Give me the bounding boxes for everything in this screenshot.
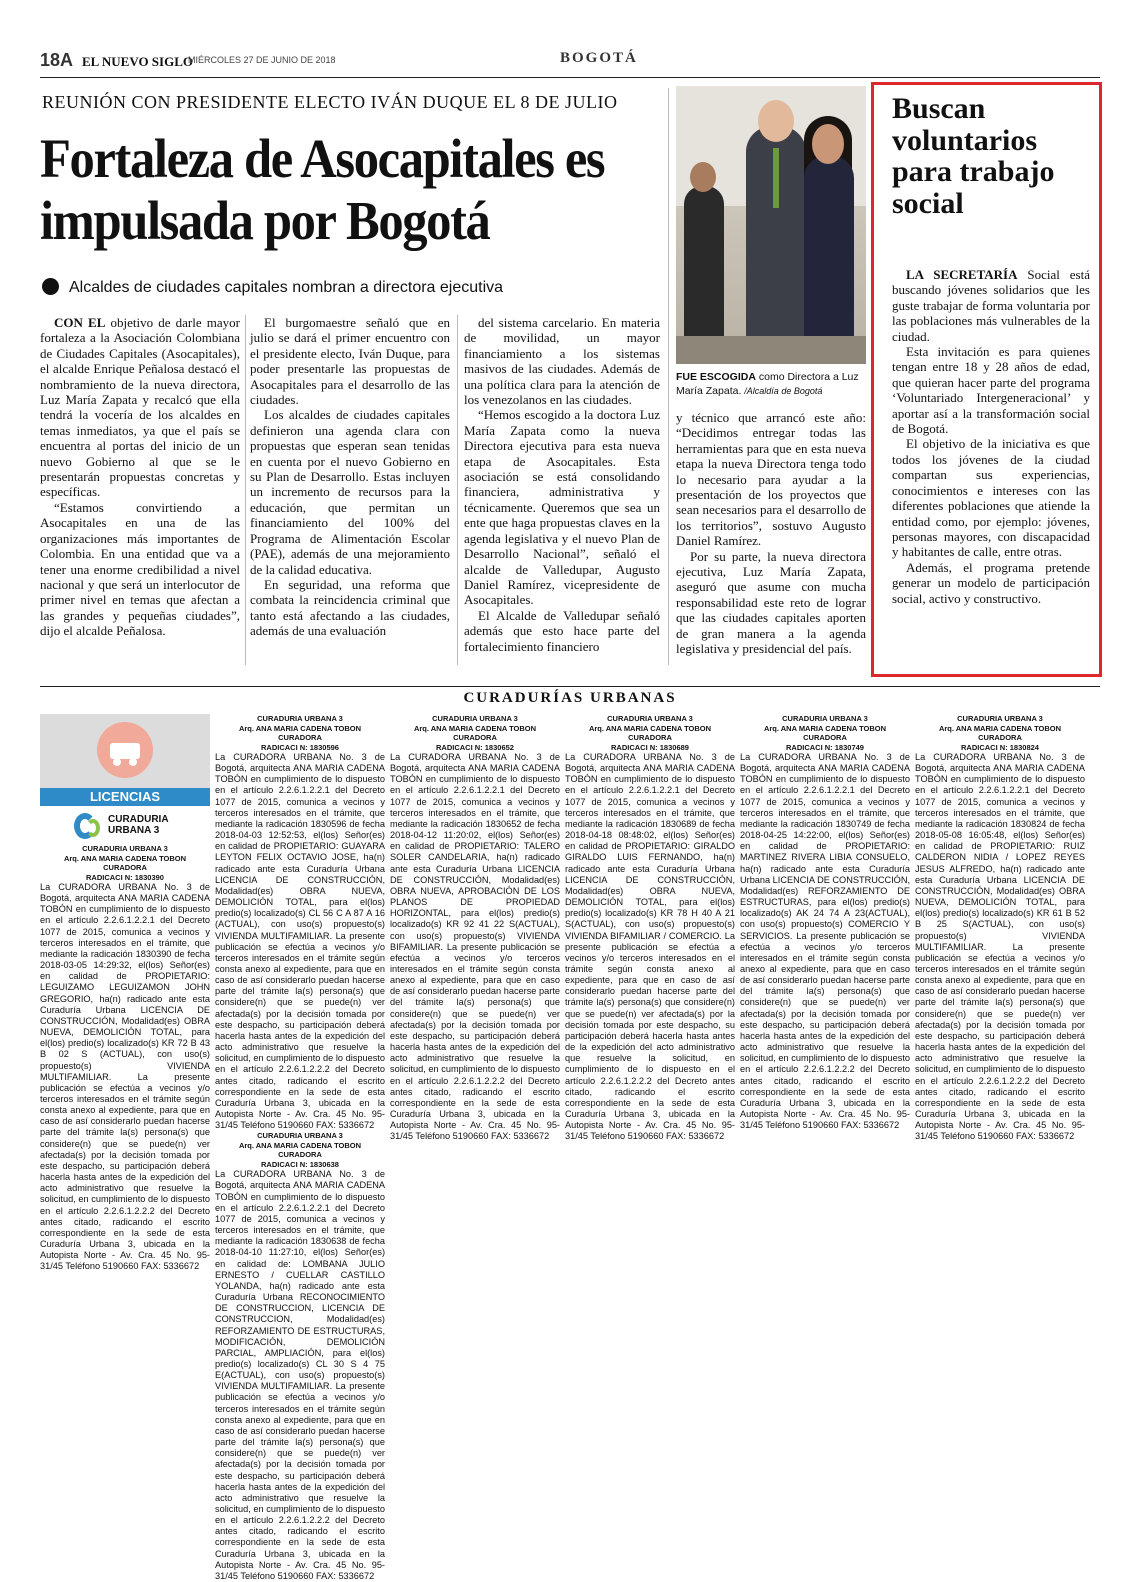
- notice-radicado: RADICACI N: 1830824: [961, 742, 1039, 752]
- page-number: 18A: [40, 50, 74, 70]
- notice-column: [915, 714, 1085, 1142]
- notice-office: CURADURIA URBANA 3: [82, 844, 168, 853]
- sidebar-paragraph: Además, el programa pretende generar un modelo de participación social, activo y constructivo.: [892, 559, 1090, 606]
- notice-column: [40, 844, 210, 1344]
- notice-office: CURADURIA URBANA 3: [957, 714, 1043, 723]
- notice-role: CURADORA: [278, 733, 322, 742]
- notice-architect: Arq. ANA MARIA CADENA TOBON: [763, 723, 887, 733]
- article-paragraph: El burgomaestre señaló que en julio se dará el primer encuentro con el presidente electo, Iván Duque, para poder presentarle las propuestas de Asocapitales para el desarrollo de las ciudades.: [250, 315, 450, 408]
- notice-office: CURADURIA URBANA 3: [432, 714, 518, 723]
- notice-body: La CURADORA URBANA No. 3 de Bogotá, arquitecta ANA MARIA CADENA TOBÓN en cumplimiento de lo dispuesto en el artículo 2.2.6.1.2.2.1 del Decreto 1077 de 2015, comunica a vecinos y terceros interesados en el trámite, que mediante la radicación 1830596 de fecha 2018-04-03 12:52:53, el(los) Señor(es) en calidad de PROPIETARIO: GUAYARA LEYTON FELIX OCTAVIO JOSE, ha(n) radicado ante esta Curaduría Urbana LICENCIA DE CONSTRUCCIÓN, Modalidad(es) OBRA NUEVA, DEMOLICIÓN TOTAL, para el(los) predio(s) localizado(s) CL 56 C A 87 A 16 (ACTUAL), con uso(s) propuesto(s) VIVIENDA MULTIFAMILIAR. La presente publicación se efectúa a vecinos y/o terceros interesados en el trámite según consta anexo al expediente, para que en caso de así considerarlo puedan hacerse parte del trámite la(s) persona(s) que considere(n) que se puede(n) ver afectada(s) por la decisión tomada por este despacho, su participación deberá hacerla hasta antes de la expedición del acto administrativo que resuelve la solicitud, en cumplimiento de lo dispuesto en el artículo 2.2.6.1.2.2.2 del Decreto antes citado, radicando el escrito correspondiente en la sede de esta Curaduría Urbana 3, ubicada en la Autopista Norte - Av. Cra. 45 No. 95-31/45 Teléfono 5190660 FAX: 5336672: [215, 752, 385, 1131]
- notice-column: [565, 714, 735, 1346]
- notice-architect: Arq. ANA MARIA CADENA TOBON: [413, 723, 537, 733]
- article-column-1: [40, 315, 240, 670]
- notice-radicado: RADICACI N: 1830638: [261, 1159, 339, 1169]
- notice-office: CURADURIA URBANA 3: [257, 714, 343, 723]
- notice-role: CURADORA: [978, 733, 1022, 742]
- sidebar-paragraph: El objetivo de la iniciativa es que todos los jóvenes de la ciudad compartan sus experiencias, conocimientos e intereses con las diferentes poblaciones que atiende la entidad como, por ejemplo: jóvenes, personas mayores, con discapacidad y habitantes de calle, entre otras.: [892, 436, 1090, 560]
- photo-caption: [676, 370, 866, 398]
- notice-radicado: RADICACI N: 1830689: [611, 742, 689, 752]
- notice-body: La CURADORA URBANA No. 3 de Bogotá, arquitecta ANA MARIA CADENA TOBÓN en cumplimiento de lo dispuesto en el artículo 2.2.6.1.2.2.1 del Decreto 1077 de 2015, comunica a vecinos y terceros interesados en el trámite, que mediante la radicación 1830824 de fecha 2018-05-08 16:05:48, el(los) Señor(es) en calidad de PROPIETARIO: RUIZ CALDERON NIDIA / LOPEZ REYES JESUS ALFREDO, ha(n) radicado ante esta Curaduría Urbana LICENCIA DE CONSTRUCCIÓN, Modalidad(es) OBRA NUEVA, DEMOLICIÓN TOTAL, para el(los) predio(s) localizado(s) KR 61 B 52 B 25 S(ACTUAL), con uso(s) propuesto(s) VIVIENDA MULTIFAMILIAR. La presente publicación se efectúa a vecinos y/o terceros interesados en el trámite según consta anexo al expediente, para que en caso de así considerarlo puedan hacerse parte del trámite la(s) persona(s) que considere(n) que se puede(n) ver afectada(s) por la decisión tomada por este despacho, su participación deberá hacerla hasta antes de la expedición del acto administrativo que resuelve la solicitud, en cumplimiento de lo dispuesto en el artículo 2.2.6.1.2.2.2 del Decreto antes citado, radicando el escrito correspondiente en la sede de esta Curaduría Urbana 3, ubicada en la Autopista Norte - Av. Cra. 45 No. 95-31/45 Teléfono 5190660 FAX: 5336672: [915, 752, 1085, 1142]
- paragraph-text: Social está buscando jóvenes solidarios que les guste trabajar de forma voluntaria por las poblaciones más vulnerables de la ciudad.: [892, 267, 1090, 344]
- lead-in: LA SECRETARÍA: [906, 267, 1018, 282]
- page-header: [40, 50, 1100, 78]
- notice-body: La CURADORA URBANA No. 3 de Bogotá, arquitecta ANA MARIA CADENA TOBÓN en cumplimiento de lo dispuesto en el artículo 2.2.6.1.2.2.1 del Decreto 1077 de 2015, comunica a vecinos y terceros interesados en el trámite, que mediante la radicación 1830638 de fecha 2018-04-10 11:27:10, el(los) Señor(es) en calidad de: LOMBANA JULIO ERNESTO / CUELLAR CASTILLO YOLANDA, ha(n) radicado ante esta Curaduría Urbana RECONOCIMIENTO DE CONSTRUCCION, LICENCIA DE CONSTRUCCION, Modalidad(es) REFORZAMIENTO DE ESTRUCTURAS, MODIFICACIÓN, DEMOLICIÓN PARCIAL, AMPLIACIÓN, para el(los) predio(s) localizado(s) CL 30 S 4 75 E(ACTUAL), con uso(s) propuesto(s) VIVIENDA MULTIFAMILIAR. La presente publicación se efectúa a vecinos y/o terceros interesados en el trámite según consta anexo al expediente, para que en caso de así considerarlo puedan hacerse parte del trámite la(s) persona(s) que considere(n) que se puede(n) ver afectada(s) por la decisión tomada por este despacho, su participación deberá hacerla hasta antes de la expedición del acto administrativo que resuelve la solicitud, en cumplimiento de lo dispuesto en el artículo 2.2.6.1.2.2.2 del Decreto antes citado, radicando el escrito correspondiente en la sede de esta Curaduría Urbana 3, ubicada en la Autopista Norte - Av. Cra. 45 No. 95-31/45 Teléfono 5190660 FAX: 5336672: [215, 1169, 385, 1581]
- curaduria-logo-icon: [74, 813, 104, 841]
- article-paragraph: Por su parte, la nueva directora ejecutiva, Luz María Zapata, aseguró que asume con mucha responsabilidad este reto de lograr que las ciudades capitales aporten de gran manera a la agenda legislativa y presidencial del país.: [676, 548, 866, 657]
- notice-column: [740, 714, 910, 1346]
- article-column-2: [250, 315, 450, 670]
- article-paragraph: En seguridad, una reforma que combata la reincidencia criminal que tanto está afectando a las ciudades, además de una evaluación: [250, 576, 450, 639]
- section-name: BOGOTÁ: [560, 50, 638, 66]
- column-divider: [668, 88, 669, 665]
- notice-architect: Arq. ANA MARIA CADENA TOBON: [238, 1140, 362, 1150]
- issue-date: MIÉRCOLES 27 DE JUNIO DE 2018: [188, 55, 336, 65]
- column-divider: [245, 315, 246, 665]
- article-headline: Fortaleza de Asocapitales es impulsada por Bogotá: [40, 128, 605, 251]
- sidebar-paragraph: [892, 267, 1090, 344]
- cement-truck-icon: [97, 722, 153, 778]
- newspaper-brand: EL NUEVO SIGLO: [82, 54, 193, 69]
- article-column-3: [464, 315, 660, 670]
- sidebar-paragraph: Esta invitación es para quienes tengan entre 18 y 28 años de edad, que quieran hacer parte del programa ‘Voluntariado Intergeneracional’ y aportar así a la transformación social de Bogotá.: [892, 344, 1090, 437]
- notice-office: CURADURIA URBANA 3: [782, 714, 868, 723]
- notice-radicado: RADICACI N: 1830749: [786, 742, 864, 752]
- notice-column: [215, 714, 385, 1581]
- legal-notice: [740, 714, 910, 1131]
- notice-office: CURADURIA URBANA 3: [257, 1131, 343, 1141]
- caption-text: como Directora a Luz María Zapata.: [676, 371, 859, 397]
- legal-notice: [915, 714, 1085, 1142]
- notice-radicado: RADICACI N: 1830652: [436, 742, 514, 752]
- notice-body: La CURADORA URBANA No. 3 de Bogotá, arquitecta ANA MARIA CADENA TOBÓN en cumplimiento de lo dispuesto en el artículo 2.2.6.1.2.2.1 del Decreto 1077 de 2015, comunica a vecinos y terceros interesados en el trámite, que mediante la radicación 1830652 de fecha 2018-04-12 11:20:02, el(los) Señor(es) en calidad de PROPIETARIO: TALERO SOLER CANDELARIA, ha(n) radicado ante esta Curaduría Urbana LICENCIA DE CONSTRUCCIÓN, Modalidad(es) OBRA NUEVA, APROBACIÓN DE LOS PLANOS DE PROPIEDAD HORIZONTAL, para el(los) predio(s) localizado(s) KR 92 41 22 S(ACTUAL), con uso(s) propuesto(s) VIVIENDA BIFAMILIAR. La presente publicación se efectúa a vecinos y/o terceros interesados en el trámite según consta anexo al expediente, para que en caso de así considerarlo puedan hacerse parte del trámite la(s) persona(s) que considere(n) que se puede(n) ver afectada(s) por la decisión tomada por este despacho, su participación deberá hacerla hasta antes de la expedición del acto administrativo que resuelve la solicitud, en cumplimiento de lo dispuesto en el artículo 2.2.6.1.2.2.2 del Decreto antes citado, radicando el escrito correspondiente en la sede de esta Curaduría Urbana 3, ubicada en la Autopista Norte - Av. Cra. 45 No. 95-31/45 Teléfono 5190660 FAX: 5336672: [390, 752, 560, 1142]
- notice-body: La CURADORA URBANA No. 3 de Bogotá, arquitecta ANA MARIA CADENA TOBÓN en cumplimiento de lo dispuesto en el artículo 2.2.6.1.2.2.1 del Decreto 1077 de 2015, comunica a vecinos y terceros interesados en el trámite, que mediante la radicación 1830689 de fecha 2018-04-18 08:48:02, el(los) Señor(es) en calidad de PROPIETARIO: GIRALDO GIRALDO LUIS FERNANDO, ha(n) radicado ante esta Curaduría Urbana LICENCIA DE CONSTRUCCIÓN, Modalidad(es) OBRA NUEVA, DEMOLICIÓN TOTAL, para el(los) predio(s) localizado(s) KR 78 H 40 A 21 S(ACTUAL), con uso(s) propuesto(s) VIVIENDA BIFAMILIAR / COMERCIO. La presente publicación se efectúa a vecinos y/o terceros interesados en el trámite según consta anexo al expediente, para que en caso de así considerarlo puedan hacerse parte del trámite la(s) persona(s) que considere(n) que se puede(n) ver afectada(s) por la decisión tomada por este despacho, su participación deberá hacerla hasta antes de la expedición del acto administrativo que resuelve la solicitud, en cumplimiento de lo dispuesto en el artículo 2.2.6.1.2.2.2 del Decreto antes citado, radicando el escrito correspondiente en la sede de esta Curaduría Urbana 3, ubicada en la Autopista Norte - Av. Cra. 45 No. 95-31/45 Teléfono 5190660 FAX: 5336672: [565, 752, 735, 1142]
- article-subhead: [42, 278, 503, 297]
- legal-notice: [565, 714, 735, 1142]
- bullet-icon: [42, 278, 59, 295]
- notice-radicado: RADICACI N: 1830390: [86, 872, 164, 882]
- article-photo: [676, 86, 866, 364]
- article-paragraph: El Alcalde de Valledupar señaló además que esto hace parte del fortalecimiento financiero: [464, 607, 660, 654]
- article-paragraph: Los alcaldes de ciudades capitales definieron una agenda clara con propuestas que esperan sean tenidas en cuenta por el nuevo Gobierno en su Plan de Desarrollo. Estas incluyen un incremento de recursos para la educación, que permitan un financiamiento del 100% del Programa de Alimentación Escolar (PAE), además de una mejoramiento de la calidad educativa.: [250, 407, 450, 577]
- article-paragraph: [40, 315, 240, 500]
- legal-notice: [40, 844, 210, 1272]
- notice-role: CURADORA: [803, 733, 847, 742]
- notice-architect: Arq. ANA MARIA CADENA TOBON: [63, 853, 187, 863]
- notice-column: [390, 714, 560, 1346]
- notice-body: La CURADORA URBANA No. 3 de Bogotá, arquitecta ANA MARIA CADENA TOBÓN en cumplimiento de lo dispuesto en el artículo 2.2.6.1.2.2.1 del Decreto 1077 de 2015, comunica a vecinos y terceros interesados en el trámite, que mediante la radicación 1830390 de fecha 2018-03-05 14:29:32, el(los) Señor(es) en calidad de PROPIETARIO: LEGUIZAMO LEGUIZAMON JOHN GREGORIO, ha(n) radicado ante esta Curaduría Urbana LICENCIA DE CONSTRUCCIÓN, Modalidad(es) OBRA NUEVA, DEMOLICIÓN TOTAL, para el(los) predio(s) localizado(s) KR 72 B 43 B 02 S (ACTUAL), con uso(s) propuesto(s) VIVIENDA MULTIFAMILIAR. La presente publicación se efectúa a vecinos y/o terceros interesados en el trámite según consta anexo al expediente, para que en caso de así considerarlo puedan hacerse parte del trámite la(s) persona(s) que considere(n) que se puede(n) ver afectada(s) por la decisión tomada por este despacho, su participación deberá hacerla hasta antes de la expedición del acto administrativo que resuelve la solicitud, en cumplimiento de lo dispuesto en el artículo 2.2.6.1.2.2.2 del Decreto antes citado, radicando el escrito correspondiente en la sede de esta Curaduría Urbana 3, ubicada en la Autopista Norte - Av. Cra. 45 No. 95-31/45 Teléfono 5190660 FAX: 5336672: [40, 882, 210, 1272]
- curadurias-title: CURADURÍAS URBANAS: [463, 690, 677, 706]
- sidebar-box: [871, 82, 1102, 677]
- notice-role: CURADORA: [103, 863, 147, 872]
- article-paragraph: “Hemos escogido a la doctora Luz María Zapata como la nueva Directora ejecutiva para esta nueva etapa de Asocapitales. Esta asociación se está consolidando financiera, administrativa y técnicamente. Queremos que sea un ente que haga propuestas claves en la agenda legislativa y el nuevo Plan de Desarrollo Nacional”, señaló el alcalde de Valledupar, Augusto Daniel Ramírez, vicepresidente de Asocapitales.: [464, 407, 660, 608]
- article-paragraph: del sistema carcelario. En materia de movilidad, un mayor financiamiento a los sistemas masivos de las ciudades. Además de una política clara para la atención de los venezolanos en las ciudades.: [464, 315, 660, 408]
- notice-role: CURADORA: [278, 1150, 322, 1160]
- column-divider: [457, 315, 458, 665]
- caption-bold: FUE ESCOGIDA: [676, 371, 756, 383]
- lead-in: CON EL: [54, 315, 106, 330]
- subhead-text: Alcaldes de ciudades capitales nombran a directora ejecutiva: [69, 279, 504, 296]
- legal-notice: [215, 714, 385, 1131]
- notice-role: CURADORA: [453, 733, 497, 742]
- notice-body: La CURADORA URBANA No. 3 de Bogotá, arquitecta ANA MARIA CADENA TOBÓN en cumplimiento de lo dispuesto en el artículo 2.2.6.1.2.2.1 del Decreto 1077 de 2015, comunica a vecinos y terceros interesados en el trámite, que mediante la radicación 1830749 de fecha 2018-04-25 14:22:00, el(los) Señor(es) en calidad de PROPIETARIO: MARTINEZ RIVERA LIBIA CONSUELO, ha(n) radicado ante esta Curaduría Urbana LICENCIA DE CONSTRUCCIÓN, Modalidad(es) REFORZAMIENTO DE ESTRUCTURAS, para el(los) predio(s) localizado(s) AK 24 74 A 23(ACTUAL), con uso(s) propuesto(s) COMERCIO Y SERVICIOS. La presente publicación se efectúa a vecinos y/o terceros interesados en el trámite según consta anexo al expediente, para que en caso de así considerarlo puedan hacerse parte del trámite la(s) persona(s) que considere(n) que se puede(n) ver afectada(s) por la decisión tomada por este despacho, su participación deberá hacerla hasta antes de la expedición del acto administrativo que resuelve la solicitud, en cumplimiento de lo dispuesto en el artículo 2.2.6.1.2.2.2 del Decreto antes citado, radicando el escrito correspondiente en la sede de esta Curaduría Urbana 3, ubicada en la Autopista Norte - Av. Cra. 45 No. 95-31/45 Teléfono 5190660 FAX: 5336672: [740, 752, 911, 1131]
- article-kicker: REUNIÓN CON PRESIDENTE ELECTO IVÁN DUQUE EL 8 DE JULIO: [42, 92, 618, 112]
- curaduria-logo-text: CURADURIA URBANA 3: [108, 814, 169, 836]
- article-paragraph: y técnico que arrancó este año: “Decidimos entregar todas las herramientas para que en esta nueva etapa la nueva Directora tenga todo lo necesario para ayudar a la presentación de los proyectos que sean necesarios para el desarrollo de los territorios”, sostuvo Augusto Daniel Ramírez.: [676, 410, 866, 549]
- sidebar-title: Buscan voluntarios para trabajo social: [892, 92, 1055, 220]
- curadurias-heading: [40, 686, 1100, 707]
- legal-notice: [215, 1131, 385, 1582]
- notice-radicado: RADICACI N: 1830596: [261, 742, 339, 752]
- notice-office: CURADURIA URBANA 3: [607, 714, 693, 723]
- notice-architect: Arq. ANA MARIA CADENA TOBON: [938, 723, 1062, 733]
- licencias-label: LICENCIAS: [40, 788, 210, 806]
- article-column-4: [676, 410, 866, 670]
- paragraph-text: objetivo de darle mayor fortaleza a la Asociación Colombiana de Ciudades Capitales (Asocapitales), el alcalde Enrique Peñalosa destacó el nombramiento de la nueva directora, Luz María Zapata y recalcó que ella tendrá la vocería de los alcaldes en temas inmediatos, ya que el país se encuentra al portas del inicio de un nuevo Gobierno al que se le presentarán propuestas concretas y específicas.: [40, 315, 240, 500]
- notice-architect: Arq. ANA MARIA CADENA TOBON: [588, 723, 712, 733]
- photo-credit: /Alcaldía de Bogotá: [744, 386, 823, 396]
- notice-architect: Arq. ANA MARIA CADENA TOBON: [238, 723, 362, 733]
- notice-role: CURADORA: [628, 733, 672, 742]
- article-paragraph: “Estamos convirtiendo a Asocapitales en una de las organizaciones más importantes de Colombia. En una entidad que va a tener una enorme credibilidad a nivel nacional y que será un interlocutor de primer nivel en temas que afectan a las grandes y pequeñas ciudades”, dijo el alcalde Peñalosa.: [40, 499, 240, 639]
- legal-notice: [390, 714, 560, 1142]
- sidebar-text: [892, 267, 1090, 606]
